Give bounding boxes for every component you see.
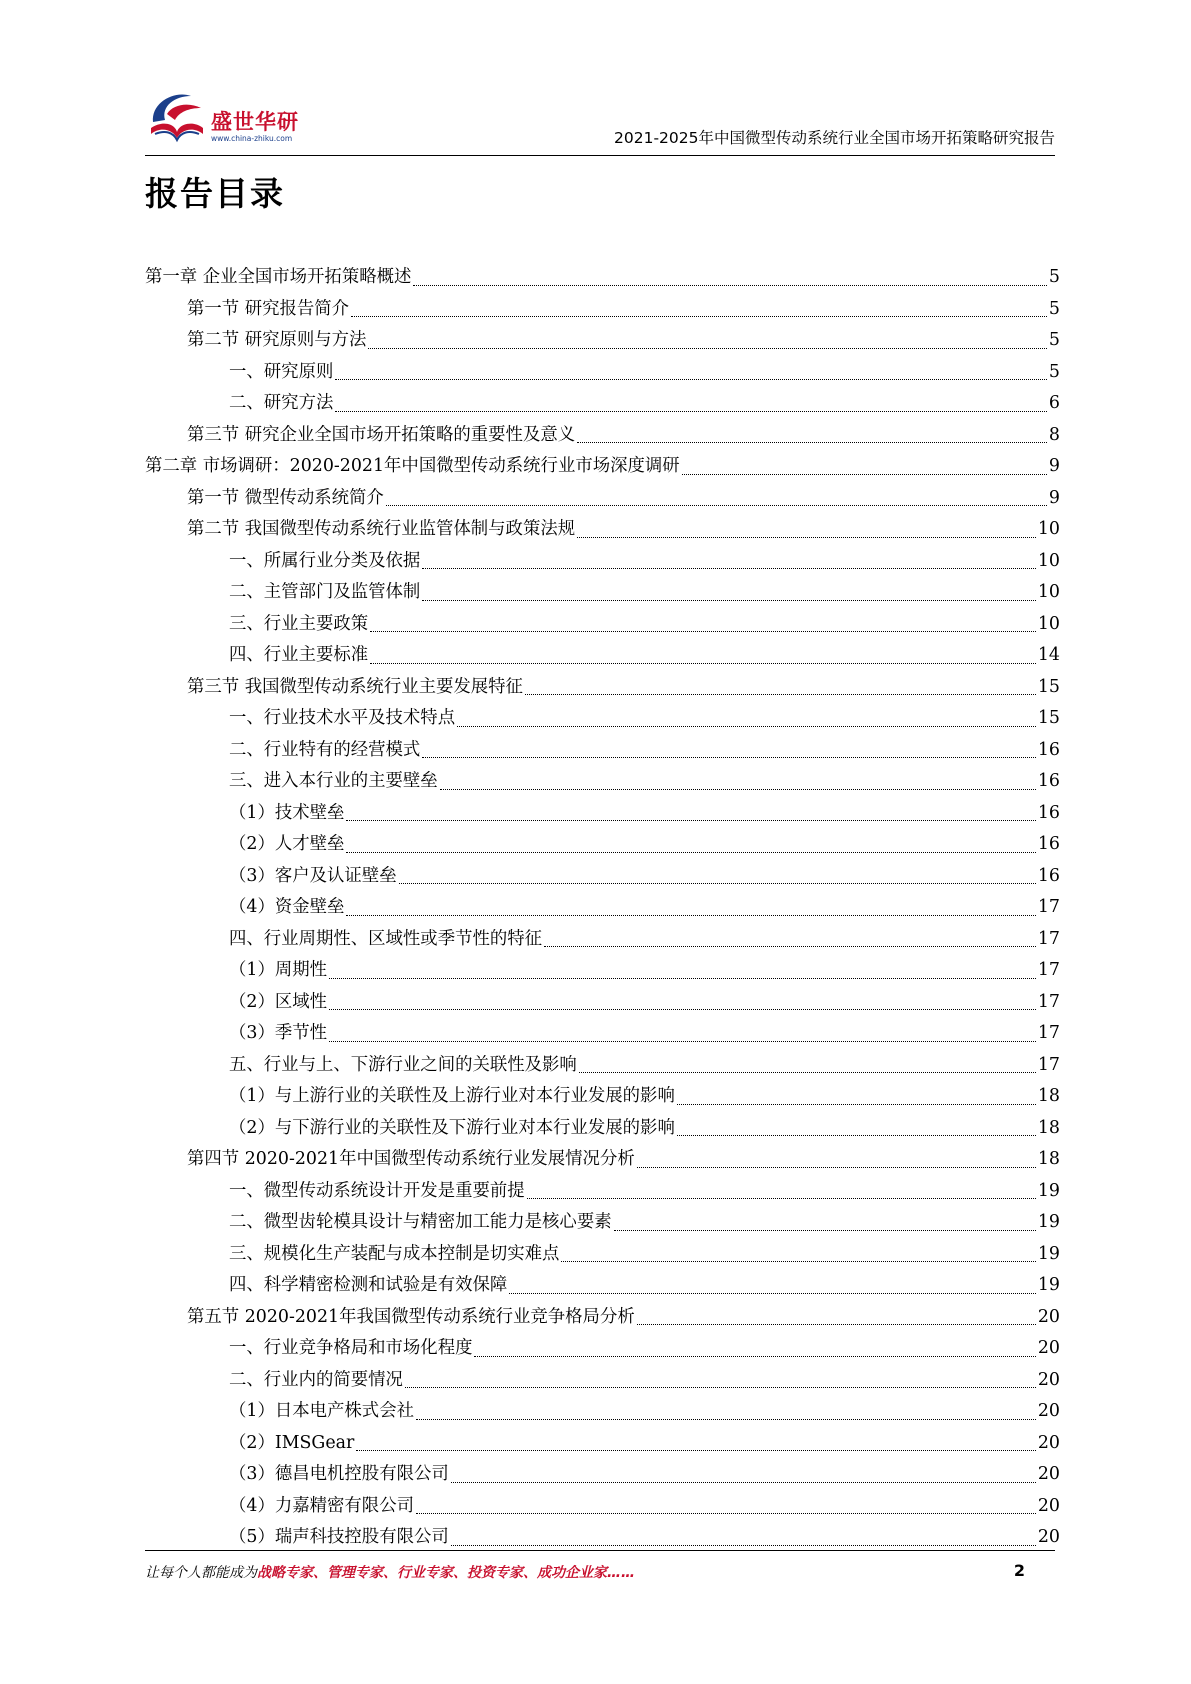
toc-leader-dots bbox=[422, 756, 1036, 758]
logo-name: 盛世华研 bbox=[211, 110, 299, 134]
toc-leader-dots bbox=[457, 725, 1036, 727]
toc-entry-page: 19 bbox=[1037, 1275, 1060, 1295]
toc-entry[interactable] bbox=[145, 577, 1060, 609]
toc-entry-label: 第三节 研究企业全国市场开拓策略的重要性及意义 bbox=[187, 424, 576, 445]
toc-entry-page: 18 bbox=[1037, 1117, 1060, 1138]
toc-leader-dots bbox=[370, 630, 1036, 632]
toc-entry-label: （3）季节性 bbox=[229, 1023, 328, 1043]
toc-entry-page: 5 bbox=[1048, 330, 1060, 350]
toc-entry-page: 20 bbox=[1037, 1495, 1060, 1516]
toc-leader-dots bbox=[329, 977, 1036, 979]
footer-slogan bbox=[145, 1562, 635, 1582]
toc-leader-dots bbox=[561, 1260, 1035, 1262]
toc-entry-label: 三、进入本行业的主要壁垒 bbox=[229, 771, 438, 791]
toc-entry-label: 五、行业与上、下游行业之间的关联性及影响 bbox=[229, 1054, 577, 1075]
toc-leader-dots bbox=[351, 315, 1047, 317]
toc-entry[interactable] bbox=[145, 294, 1060, 326]
toc-entry-page: 20 bbox=[1037, 1464, 1060, 1484]
toc-entry[interactable] bbox=[145, 546, 1060, 578]
page-header bbox=[145, 84, 1055, 159]
toc-entry-page: 17 bbox=[1037, 928, 1060, 949]
toc-leader-dots bbox=[614, 1229, 1036, 1231]
toc-entry-label: 第五节 2020-2021年我国微型传动系统行业竞争格局分析 bbox=[187, 1306, 635, 1327]
toc-leader-dots bbox=[474, 1355, 1035, 1357]
toc-entry-label: （1）技术壁垒 bbox=[229, 802, 345, 823]
toc-entry-label: 三、行业主要政策 bbox=[229, 613, 369, 634]
toc-leader-dots bbox=[637, 1166, 1036, 1168]
report-title: 2021-2025年中国微型传动系统行业全国市场开拓策略研究报告 bbox=[614, 129, 1055, 147]
toc-leader-dots bbox=[386, 504, 1047, 506]
toc-entry-label: 第二节 研究原则与方法 bbox=[187, 330, 367, 350]
toc-entry-label: 第一章 企业全国市场开拓策略概述 bbox=[145, 267, 412, 287]
toc-leader-dots bbox=[346, 914, 1035, 916]
toc-entry-page: 10 bbox=[1037, 519, 1060, 539]
toc-entry[interactable] bbox=[145, 1239, 1060, 1271]
toc-entry[interactable] bbox=[145, 766, 1060, 798]
toc-entry-label: （1）日本电产株式会社 bbox=[229, 1401, 414, 1421]
toc-entry-label: 二、行业特有的经营模式 bbox=[229, 739, 421, 760]
toc-entry[interactable] bbox=[145, 1491, 1060, 1523]
toc-entry[interactable] bbox=[145, 1050, 1060, 1082]
toc-leader-dots bbox=[329, 1040, 1036, 1042]
footer-slogan-prefix: 让每个人都能成为 bbox=[145, 1565, 257, 1581]
toc-entry[interactable] bbox=[145, 987, 1060, 1019]
toc-entry[interactable] bbox=[145, 420, 1060, 452]
toc-entry-page: 5 bbox=[1048, 298, 1060, 319]
toc-entry-page: 18 bbox=[1037, 1149, 1060, 1169]
toc-leader-dots bbox=[527, 1197, 1036, 1199]
toc-entry[interactable] bbox=[145, 1302, 1060, 1334]
toc-entry-label: （2）与下游行业的关联性及下游行业对本行业发展的影响 bbox=[229, 1117, 675, 1138]
toc-leader-dots bbox=[335, 378, 1047, 380]
toc-entry-page: 18 bbox=[1037, 1086, 1060, 1106]
toc-entry-page: 10 bbox=[1037, 550, 1060, 571]
toc-entry-label: （2）人才壁垒 bbox=[229, 834, 345, 854]
toc-entry-label: 一、微型传动系统设计开发是重要前提 bbox=[229, 1180, 525, 1201]
toc-entry-page: 10 bbox=[1037, 613, 1060, 634]
toc-entry[interactable] bbox=[145, 1207, 1060, 1239]
toc-entry-page: 15 bbox=[1037, 676, 1060, 697]
toc-entry[interactable] bbox=[145, 924, 1060, 956]
toc-leader-dots bbox=[329, 1008, 1036, 1010]
logo-emblem-icon bbox=[145, 84, 209, 144]
toc-entry-page: 14 bbox=[1037, 645, 1060, 665]
toc-entry-label: （1）与上游行业的关联性及上游行业对本行业发展的影响 bbox=[229, 1086, 675, 1106]
toc-entry[interactable] bbox=[145, 1333, 1060, 1365]
toc-entry-label: 四、科学精密检测和试验是有效保障 bbox=[229, 1275, 508, 1295]
toc-entry-label: （4）资金壁垒 bbox=[229, 897, 345, 917]
toc-leader-dots bbox=[677, 1134, 1036, 1136]
toc-entry-page: 19 bbox=[1037, 1212, 1060, 1232]
toc-leader-dots bbox=[368, 347, 1046, 349]
toc-entry[interactable] bbox=[145, 1270, 1060, 1302]
toc-leader-dots bbox=[677, 1103, 1036, 1105]
toc-entry-label: （2）区域性 bbox=[229, 991, 328, 1012]
toc-leader-dots bbox=[637, 1323, 1036, 1325]
toc-entry-page: 15 bbox=[1037, 708, 1060, 728]
toc-entry-page: 19 bbox=[1037, 1243, 1060, 1264]
toc-entry-label: 第四节 2020-2021年中国微型传动系统行业发展情况分析 bbox=[187, 1149, 635, 1169]
toc-leader-dots bbox=[451, 1481, 1036, 1483]
toc-entry[interactable] bbox=[145, 955, 1060, 987]
toc-entry[interactable] bbox=[145, 1522, 1060, 1554]
footer-divider bbox=[145, 1550, 1055, 1551]
toc-entry[interactable] bbox=[145, 1018, 1060, 1050]
toc-leader-dots bbox=[422, 567, 1036, 569]
toc-leader-dots bbox=[346, 819, 1035, 821]
toc-entry[interactable] bbox=[145, 514, 1060, 546]
company-logo bbox=[145, 84, 325, 144]
toc-entry-page: 6 bbox=[1048, 393, 1060, 413]
toc-entry-page: 9 bbox=[1048, 487, 1060, 508]
toc-entry-label: 第二章 市场调研：2020-2021年中国微型传动系统行业市场深度调研 bbox=[145, 456, 680, 476]
toc-entry[interactable] bbox=[145, 1428, 1060, 1460]
toc-entry-page: 20 bbox=[1037, 1432, 1060, 1453]
toc-entry-page: 17 bbox=[1037, 960, 1060, 980]
toc-entry[interactable] bbox=[145, 798, 1060, 830]
page-number: 2 bbox=[1013, 1561, 1025, 1580]
toc-entry-page: 20 bbox=[1037, 1401, 1060, 1421]
toc-entry[interactable] bbox=[145, 1176, 1060, 1208]
toc-leader-dots bbox=[509, 1292, 1036, 1294]
toc-leader-dots bbox=[346, 851, 1035, 853]
toc-entry-page: 16 bbox=[1037, 739, 1060, 760]
toc-entry[interactable] bbox=[145, 1396, 1060, 1428]
toc-entry-page: 20 bbox=[1037, 1369, 1060, 1390]
toc-entry-label: 二、研究方法 bbox=[229, 393, 334, 413]
toc-entry[interactable] bbox=[145, 829, 1060, 861]
toc-entry-page: 17 bbox=[1037, 991, 1060, 1012]
toc-entry-label: 四、行业主要标准 bbox=[229, 645, 369, 665]
toc-leader-dots bbox=[577, 536, 1036, 538]
toc-entry-label: 一、研究原则 bbox=[229, 361, 334, 382]
toc-leader-dots bbox=[544, 945, 1036, 947]
footer-slogan-highlight: 战略专家、管理专家、行业专家、投资专家、成功企业家…… bbox=[257, 1565, 635, 1581]
toc-entry-label: 一、行业技术水平及技术特点 bbox=[229, 708, 456, 728]
toc-leader-dots bbox=[405, 1386, 1036, 1388]
toc-entry-page: 17 bbox=[1037, 1054, 1060, 1075]
toc-entry-label: （4）力嘉精密有限公司 bbox=[229, 1495, 414, 1516]
toc-entry[interactable] bbox=[145, 1081, 1060, 1113]
toc-entry[interactable] bbox=[145, 861, 1060, 893]
toc-entry-label: （1）周期性 bbox=[229, 960, 328, 980]
toc-leader-dots bbox=[577, 441, 1047, 443]
toc-entry[interactable] bbox=[145, 451, 1060, 483]
toc-entry-label: 一、行业竞争格局和市场化程度 bbox=[229, 1338, 473, 1358]
toc-entry-page: 17 bbox=[1037, 897, 1060, 917]
toc-entry[interactable] bbox=[145, 1113, 1060, 1145]
toc-entry-label: 三、规模化生产装配与成本控制是切实难点 bbox=[229, 1243, 560, 1264]
toc-entry-page: 20 bbox=[1037, 1306, 1060, 1327]
logo-url: www.china-zhiku.com bbox=[211, 134, 293, 143]
toc-leader-dots bbox=[370, 662, 1036, 664]
toc-entry[interactable] bbox=[145, 735, 1060, 767]
table-of-contents bbox=[145, 262, 1060, 1554]
toc-leader-dots bbox=[416, 1418, 1036, 1420]
toc-entry-label: （5）瑞声科技控股有限公司 bbox=[229, 1527, 449, 1547]
toc-entry[interactable] bbox=[145, 388, 1060, 420]
toc-entry-label: 四、行业周期性、区域性或季节性的特征 bbox=[229, 928, 543, 949]
page-footer bbox=[145, 1550, 1055, 1590]
toc-entry[interactable] bbox=[145, 640, 1060, 672]
toc-entry-label: 一、所属行业分类及依据 bbox=[229, 550, 421, 571]
toc-entry-label: 第一节 微型传动系统简介 bbox=[187, 487, 384, 508]
toc-leader-dots bbox=[335, 410, 1047, 412]
toc-entry[interactable] bbox=[145, 609, 1060, 641]
toc-entry-page: 10 bbox=[1037, 582, 1060, 602]
toc-entry-label: （2）IMSGear bbox=[229, 1432, 355, 1453]
toc-entry-page: 16 bbox=[1037, 865, 1060, 886]
toc-entry-label: （3）客户及认证壁垒 bbox=[229, 865, 397, 886]
toc-entry-label: 第二节 我国微型传动系统行业监管体制与政策法规 bbox=[187, 519, 576, 539]
toc-entry[interactable] bbox=[145, 357, 1060, 389]
toc-entry-page: 20 bbox=[1037, 1527, 1060, 1547]
toc-entry[interactable] bbox=[145, 672, 1060, 704]
toc-entry-label: 二、微型齿轮模具设计与精密加工能力是核心要素 bbox=[229, 1212, 612, 1232]
toc-entry-page: 16 bbox=[1037, 802, 1060, 823]
toc-leader-dots bbox=[356, 1449, 1036, 1451]
toc-entry-page: 16 bbox=[1037, 834, 1060, 854]
toc-leader-dots bbox=[399, 882, 1036, 884]
toc-entry-label: 第一节 研究报告简介 bbox=[187, 298, 350, 319]
toc-entry-label: 二、行业内的简要情况 bbox=[229, 1369, 403, 1390]
toc-entry[interactable] bbox=[145, 483, 1060, 515]
toc-entry[interactable] bbox=[145, 262, 1060, 294]
toc-entry-page: 5 bbox=[1048, 267, 1060, 287]
toc-entry[interactable] bbox=[145, 1459, 1060, 1491]
toc-entry[interactable] bbox=[145, 1144, 1060, 1176]
page-title: 报告目录 bbox=[145, 174, 285, 213]
toc-entry[interactable] bbox=[145, 703, 1060, 735]
toc-leader-dots bbox=[416, 1512, 1036, 1514]
toc-entry[interactable] bbox=[145, 325, 1060, 357]
toc-entry[interactable] bbox=[145, 1365, 1060, 1397]
toc-entry[interactable] bbox=[145, 892, 1060, 924]
toc-entry-page: 19 bbox=[1037, 1180, 1060, 1201]
toc-leader-dots bbox=[682, 473, 1047, 475]
toc-entry-label: 第三节 我国微型传动系统行业主要发展特征 bbox=[187, 676, 523, 697]
toc-leader-dots bbox=[451, 1544, 1036, 1546]
toc-entry-label: （3）德昌电机控股有限公司 bbox=[229, 1464, 449, 1484]
toc-leader-dots bbox=[413, 284, 1047, 286]
toc-entry-page: 9 bbox=[1048, 456, 1060, 476]
toc-leader-dots bbox=[422, 599, 1036, 601]
header-divider bbox=[145, 155, 1055, 156]
toc-entry-page: 17 bbox=[1037, 1023, 1060, 1043]
toc-entry-page: 20 bbox=[1037, 1338, 1060, 1358]
toc-entry-page: 5 bbox=[1048, 361, 1060, 382]
toc-leader-dots bbox=[440, 788, 1036, 790]
toc-entry-label: 二、主管部门及监管体制 bbox=[229, 582, 421, 602]
toc-entry-page: 8 bbox=[1048, 424, 1060, 445]
toc-leader-dots bbox=[579, 1071, 1036, 1073]
toc-leader-dots bbox=[525, 693, 1036, 695]
toc-entry-page: 16 bbox=[1037, 771, 1060, 791]
